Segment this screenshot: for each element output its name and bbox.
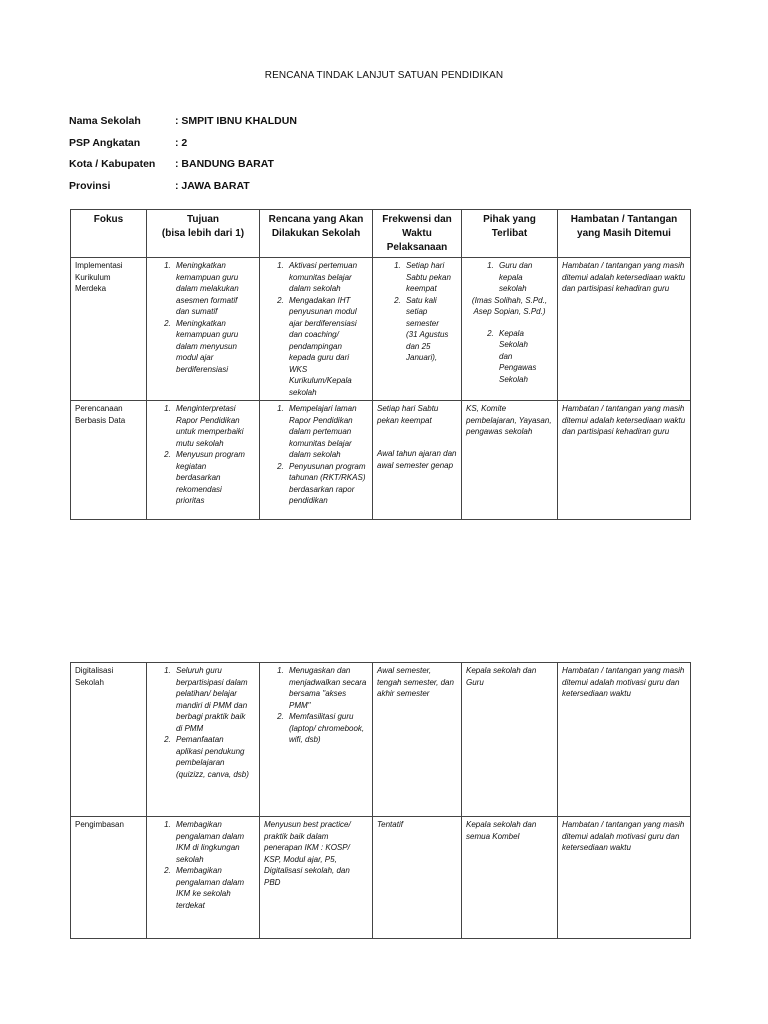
header-frekwensi: Frekwensi dan Waktu Pelaksanaan bbox=[373, 210, 462, 258]
pihak-names: (Imas Solihah, S.Pd., Asep Sopian, S.Pd.) bbox=[471, 295, 548, 316]
header-pihak: Pihak yang Terlibat bbox=[462, 210, 558, 258]
list-item: 1. Meningkatkan kemampuan guru dalam melakukan asesmen formatif dan sumatif bbox=[173, 260, 255, 318]
plan-table-part-1 bbox=[70, 209, 691, 520]
cell-fokus: Implementasi Kurikulum Merdeka bbox=[71, 258, 147, 401]
frekwensi-text: Awal tahun ajaran dan awal semester genap bbox=[377, 449, 457, 470]
info-value: : 2 bbox=[175, 137, 188, 149]
cell-fokus: Digitalisasi Sekolah bbox=[71, 663, 147, 817]
cell-rencana bbox=[260, 258, 373, 401]
list-item: 1. Seluruh guru berpartisipasi dalam pelatihan/ belajar mandiri di PMM dan berbagi praktik baik di PMM bbox=[173, 665, 255, 734]
cell-frekwensi bbox=[373, 401, 462, 520]
list-item: 1. Membagikan pengalaman dalam IKM di lingkungan sekolah bbox=[173, 819, 255, 865]
table-row bbox=[71, 663, 691, 817]
cell-pihak: Kepala sekolah dan Guru bbox=[462, 663, 558, 817]
table-row bbox=[71, 817, 691, 939]
header-tujuan-text: Tujuan (bisa lebih dari 1) bbox=[161, 214, 245, 239]
header-hambatan: Hambatan / Tantangan yang Masih Ditemui bbox=[558, 210, 691, 258]
cell-fokus: Pengimbasan bbox=[71, 817, 147, 939]
list-item: 2. Pemanfaatan aplikasi pendukung pembelajaran (quizizz, canva, dsb) bbox=[173, 734, 255, 780]
cell-tujuan bbox=[147, 817, 260, 939]
list-item: 2. Menyusun program kegiatan berdasarkan rekomendasi prioritas bbox=[173, 449, 255, 507]
list-item: 1. Aktivasi pertemuan komunitas belajar dalam sekolah bbox=[286, 260, 368, 295]
info-label: PSP Angkatan bbox=[69, 137, 141, 149]
list-item: 1. Mempelajari laman Rapor Pendidikan dalam pertemuan komunitas belajar dalam sekolah bbox=[286, 403, 368, 461]
cell-rencana bbox=[260, 401, 373, 520]
info-value: : BANDUNG BARAT bbox=[175, 158, 274, 170]
cell-rencana: Menyusun best practice/ praktik baik dalam penerapan IKM : KOSP/ KSP, Modul ajar, P5, Digitalisasi sekolah, dan PBD bbox=[260, 817, 373, 939]
list-item: 1. Menugaskan dan menjadwalkan secara bersama "akses PMM" bbox=[286, 665, 368, 711]
plan-table-part-2 bbox=[70, 662, 691, 939]
header-rencana: Rencana yang Akan Dilakukan Sekolah bbox=[260, 210, 373, 258]
info-label: Kota / Kabupaten bbox=[69, 158, 156, 170]
table-row bbox=[71, 401, 691, 520]
cell-pihak bbox=[462, 258, 558, 401]
list-item: 2. Memfasilitasi guru (laptop/ chromebook, wifi, dsb) bbox=[286, 711, 368, 746]
cell-pihak: Kepala sekolah dan semua Kombel bbox=[462, 817, 558, 939]
document-title: RENCANA TINDAK LANJUT SATUAN PENDIDIKAN bbox=[264, 70, 504, 81]
info-label: Nama Sekolah bbox=[69, 115, 141, 127]
info-value: : SMPIT IBNU KHALDUN bbox=[175, 115, 297, 127]
cell-tujuan bbox=[147, 401, 260, 520]
cell-frekwensi bbox=[373, 258, 462, 401]
list-item: 2. Meningkatkan kemampuan guru dalam menyusun modul ajar berdiferensiasi bbox=[173, 318, 255, 376]
cell-pihak: KS, Komite pembelajaran, Yayasan, pengawas sekolah bbox=[462, 401, 558, 520]
list-item: 2. Membagikan pengalaman dalam IKM ke sekolah terdekat bbox=[173, 865, 255, 911]
cell-hambatan: Hambatan / tantangan yang masih ditemui adalah motivasi guru dan ketersediaan waktu bbox=[558, 663, 691, 817]
list-item: 2. Mengadakan IHT penyusunan modul ajar berdiferensiasi dan coaching/ pendampingan kepada guru dari WKS Kurikulum/Kepala sekolah bbox=[286, 295, 368, 399]
header-fokus: Fokus bbox=[71, 210, 147, 258]
table-header-row bbox=[71, 210, 691, 258]
cell-frekwensi: Tentatif bbox=[373, 817, 462, 939]
list-item: 1. Setiap hari Sabtu pekan keempat bbox=[403, 260, 457, 295]
header-tujuan bbox=[147, 210, 260, 258]
cell-hambatan: Hambatan / tantangan yang masih ditemui adalah ketersediaan waktu dan partisipasi kehadiran guru bbox=[558, 401, 691, 520]
info-label: Provinsi bbox=[69, 180, 111, 192]
list-item: 2. Kepala Sekolah dan Pengawas Sekolah bbox=[496, 328, 543, 386]
list-item: 2. Satu kali setiap semester (31 Agustus dan 25 Januari), bbox=[403, 295, 457, 364]
cell-hambatan: Hambatan / tantangan yang masih ditemui adalah ketersediaan waktu dan partisipasi kehadiran guru bbox=[558, 258, 691, 401]
cell-hambatan: Hambatan / tantangan yang masih ditemui adalah motivasi guru dan ketersediaan waktu bbox=[558, 817, 691, 939]
list-item: 2. Penyusunan program tahunan (RKT/RKAS) berdasarkan rapor pendidikan bbox=[286, 461, 368, 507]
cell-tujuan bbox=[147, 258, 260, 401]
cell-rencana bbox=[260, 663, 373, 817]
table-row bbox=[71, 258, 691, 401]
info-value: : JAWA BARAT bbox=[175, 180, 250, 192]
frekwensi-text: Setiap hari Sabtu pekan keempat bbox=[377, 404, 439, 425]
list-item: 1. Guru dan kepala sekolah bbox=[496, 260, 543, 295]
cell-fokus: Perencanaan Berbasis Data bbox=[71, 401, 147, 520]
cell-tujuan bbox=[147, 663, 260, 817]
list-item: 1. Menginterpretasi Rapor Pendidikan untuk memperbaiki mutu sekolah bbox=[173, 403, 255, 449]
cell-frekwensi: Awal semester, tengah semester, dan akhir semester bbox=[373, 663, 462, 817]
